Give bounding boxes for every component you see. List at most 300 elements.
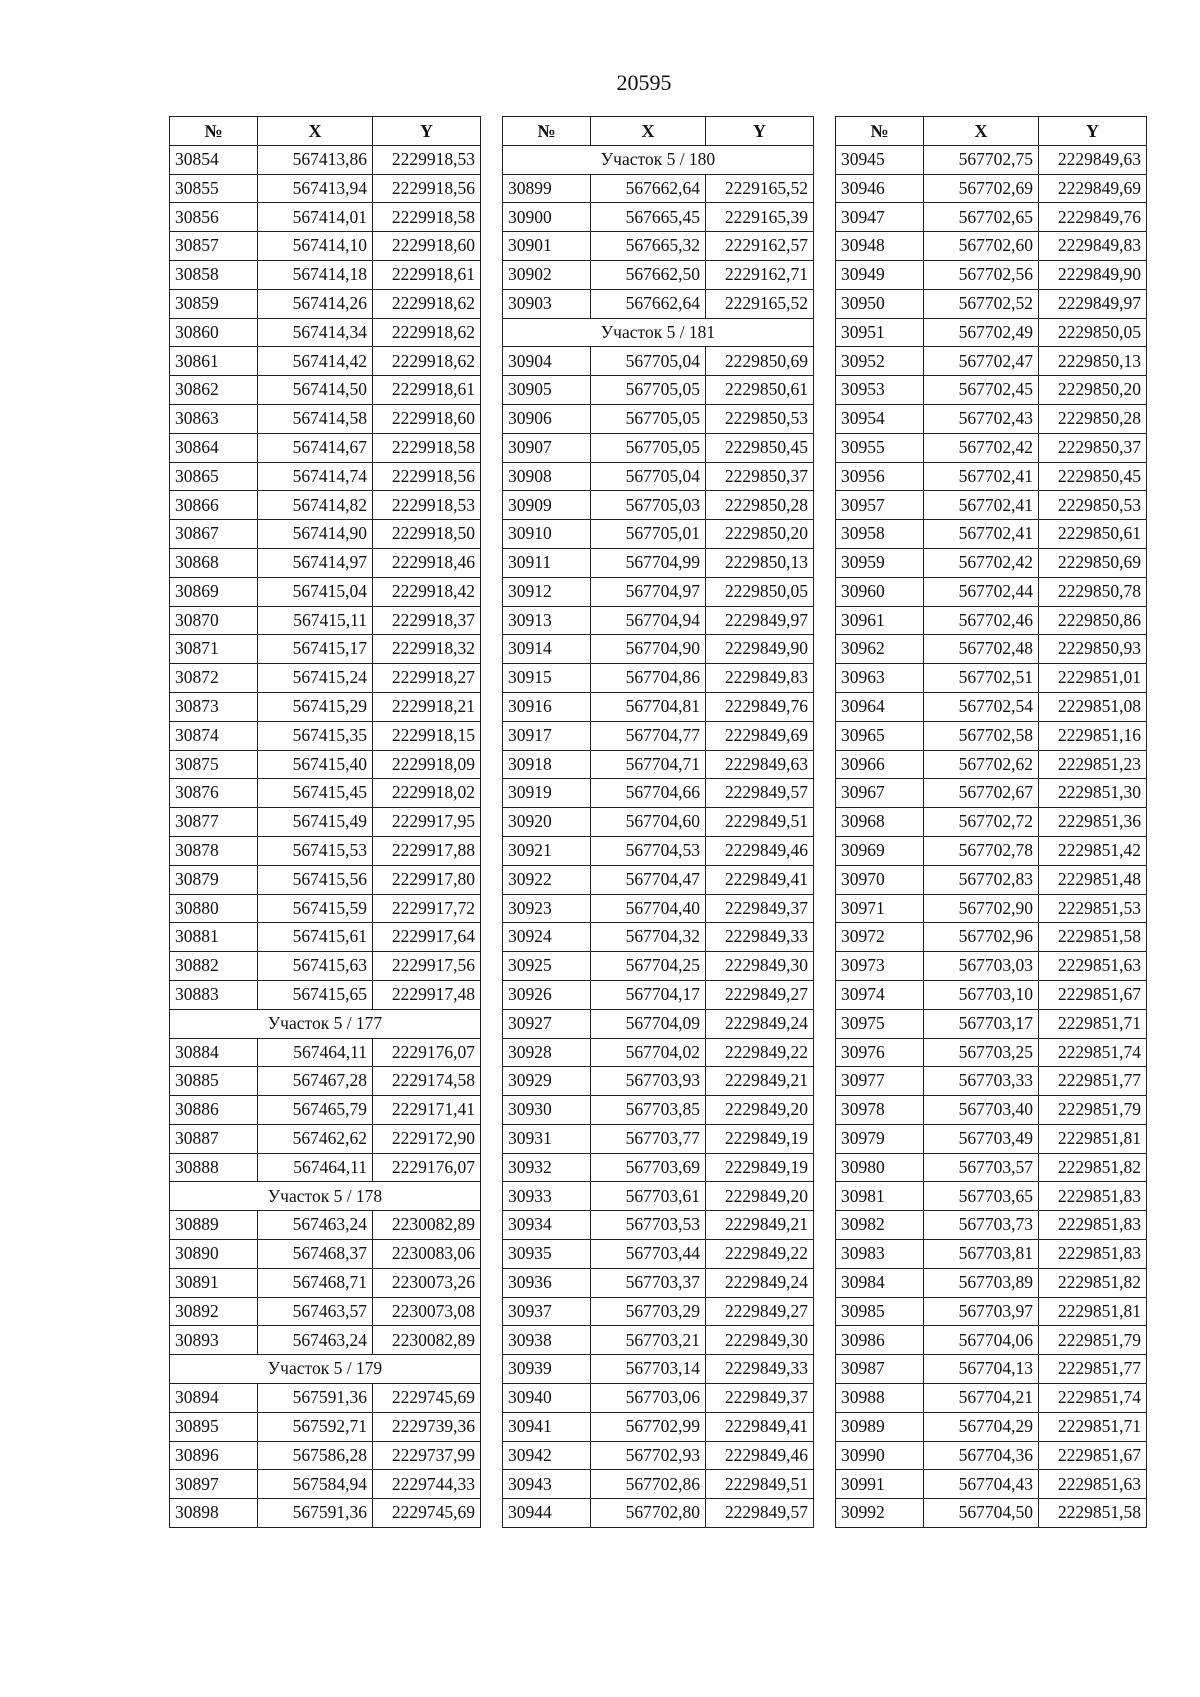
point-number: 30965 <box>836 721 924 750</box>
point-number: 30862 <box>170 376 258 405</box>
x-coordinate: 567703,06 <box>591 1384 706 1413</box>
y-coordinate: 2230073,26 <box>373 1268 481 1297</box>
table-row <box>836 635 1147 664</box>
point-number: 30980 <box>836 1153 924 1182</box>
table-row <box>836 145 1147 174</box>
point-number: 30970 <box>836 865 924 894</box>
point-number: 30944 <box>503 1499 591 1528</box>
point-number: 30981 <box>836 1182 924 1211</box>
y-coordinate: 2229165,52 <box>706 289 814 318</box>
table-row <box>170 404 481 433</box>
point-number: 30983 <box>836 1240 924 1269</box>
x-coordinate: 567703,10 <box>924 980 1039 1009</box>
x-coordinate: 567704,43 <box>924 1470 1039 1499</box>
y-coordinate: 2229918,37 <box>373 606 481 635</box>
y-coordinate: 2229850,28 <box>706 491 814 520</box>
x-coordinate: 567703,61 <box>591 1182 706 1211</box>
point-number: 30875 <box>170 750 258 779</box>
table-row <box>170 491 481 520</box>
table-row <box>170 174 481 203</box>
point-number: 30969 <box>836 836 924 865</box>
x-coordinate: 567468,37 <box>258 1240 373 1269</box>
point-number: 30948 <box>836 232 924 261</box>
x-coordinate: 567704,02 <box>591 1038 706 1067</box>
point-number: 30925 <box>503 952 591 981</box>
point-number: 30931 <box>503 1124 591 1153</box>
y-coordinate: 2229917,48 <box>373 980 481 1009</box>
x-coordinate: 567705,05 <box>591 404 706 433</box>
x-coordinate: 567414,58 <box>258 404 373 433</box>
table-row <box>503 1211 814 1240</box>
header-y: Y <box>1039 117 1147 146</box>
y-coordinate: 2229849,57 <box>706 1499 814 1528</box>
point-number: 30989 <box>836 1412 924 1441</box>
point-number: 30930 <box>503 1096 591 1125</box>
point-number: 30966 <box>836 750 924 779</box>
point-number: 30950 <box>836 289 924 318</box>
point-number: 30927 <box>503 1009 591 1038</box>
x-coordinate: 567704,60 <box>591 808 706 837</box>
table-row <box>170 750 481 779</box>
point-number: 30962 <box>836 635 924 664</box>
x-coordinate: 567704,09 <box>591 1009 706 1038</box>
x-coordinate: 567702,99 <box>591 1412 706 1441</box>
x-coordinate: 567704,36 <box>924 1441 1039 1470</box>
x-coordinate: 567415,59 <box>258 894 373 923</box>
table-row <box>836 1211 1147 1240</box>
point-number: 30886 <box>170 1096 258 1125</box>
x-coordinate: 567702,96 <box>924 923 1039 952</box>
y-coordinate: 2229849,37 <box>706 1384 814 1413</box>
table-row <box>170 520 481 549</box>
y-coordinate: 2230073,08 <box>373 1297 481 1326</box>
y-coordinate: 2229849,21 <box>706 1211 814 1240</box>
y-coordinate: 2229851,77 <box>1039 1067 1147 1096</box>
x-coordinate: 567705,05 <box>591 376 706 405</box>
table-row <box>503 491 814 520</box>
point-number: 30949 <box>836 260 924 289</box>
x-coordinate: 567704,13 <box>924 1355 1039 1384</box>
x-coordinate: 567702,49 <box>924 318 1039 347</box>
y-coordinate: 2229918,15 <box>373 721 481 750</box>
y-coordinate: 2229849,33 <box>706 923 814 952</box>
x-coordinate: 567415,65 <box>258 980 373 1009</box>
table-row <box>503 635 814 664</box>
y-coordinate: 2229851,58 <box>1039 1499 1147 1528</box>
x-coordinate: 567703,21 <box>591 1326 706 1355</box>
x-coordinate: 567704,17 <box>591 980 706 1009</box>
y-coordinate: 2229172,90 <box>373 1124 481 1153</box>
table-row <box>836 721 1147 750</box>
y-coordinate: 2229850,53 <box>1039 491 1147 520</box>
section-label: Участок 5 / 177 <box>170 1009 481 1038</box>
y-coordinate: 2229851,82 <box>1039 1153 1147 1182</box>
x-coordinate: 567704,71 <box>591 750 706 779</box>
table-row <box>170 1096 481 1125</box>
x-coordinate: 567702,45 <box>924 376 1039 405</box>
y-coordinate: 2229849,19 <box>706 1124 814 1153</box>
table-row <box>836 1153 1147 1182</box>
y-coordinate: 2229165,52 <box>706 174 814 203</box>
table-row <box>836 260 1147 289</box>
y-coordinate: 2229850,45 <box>706 433 814 462</box>
y-coordinate: 2229918,56 <box>373 174 481 203</box>
x-coordinate: 567463,24 <box>258 1326 373 1355</box>
point-number: 30976 <box>836 1038 924 1067</box>
point-number: 30891 <box>170 1268 258 1297</box>
table-row <box>503 808 814 837</box>
y-coordinate: 2229849,30 <box>706 1326 814 1355</box>
y-coordinate: 2229851,79 <box>1039 1326 1147 1355</box>
table-row <box>170 1326 481 1355</box>
y-coordinate: 2229745,69 <box>373 1499 481 1528</box>
y-coordinate: 2229850,45 <box>1039 462 1147 491</box>
point-number: 30876 <box>170 779 258 808</box>
y-coordinate: 2229849,41 <box>706 865 814 894</box>
x-coordinate: 567702,56 <box>924 260 1039 289</box>
y-coordinate: 2229850,20 <box>1039 376 1147 405</box>
coordinate-table-3 <box>835 116 1147 1528</box>
point-number: 30971 <box>836 894 924 923</box>
point-number: 30991 <box>836 1470 924 1499</box>
point-number: 30923 <box>503 894 591 923</box>
point-number: 30885 <box>170 1067 258 1096</box>
y-coordinate: 2229851,79 <box>1039 1096 1147 1125</box>
header-row <box>836 117 1147 146</box>
table-row <box>170 260 481 289</box>
y-coordinate: 2229849,63 <box>706 750 814 779</box>
table-row <box>503 923 814 952</box>
table-row <box>503 865 814 894</box>
y-coordinate: 2229849,19 <box>706 1153 814 1182</box>
x-coordinate: 567702,83 <box>924 865 1039 894</box>
point-number: 30903 <box>503 289 591 318</box>
table-row <box>836 1470 1147 1499</box>
x-coordinate: 567704,25 <box>591 952 706 981</box>
x-coordinate: 567463,24 <box>258 1211 373 1240</box>
header-y: Y <box>706 117 814 146</box>
y-coordinate: 2229918,53 <box>373 145 481 174</box>
section-label: Участок 5 / 181 <box>503 318 814 347</box>
table-row <box>836 232 1147 261</box>
point-number: 30882 <box>170 952 258 981</box>
table-row <box>170 1067 481 1096</box>
x-coordinate: 567704,21 <box>924 1384 1039 1413</box>
x-coordinate: 567662,64 <box>591 174 706 203</box>
point-number: 30872 <box>170 664 258 693</box>
table-row <box>170 203 481 232</box>
point-number: 30979 <box>836 1124 924 1153</box>
point-number: 30899 <box>503 174 591 203</box>
point-number: 30938 <box>503 1326 591 1355</box>
y-coordinate: 2229918,61 <box>373 260 481 289</box>
y-coordinate: 2229850,28 <box>1039 404 1147 433</box>
table-row <box>836 1038 1147 1067</box>
x-coordinate: 567703,65 <box>924 1182 1039 1211</box>
point-number: 30881 <box>170 923 258 952</box>
y-coordinate: 2229918,58 <box>373 203 481 232</box>
point-number: 30865 <box>170 462 258 491</box>
x-coordinate: 567591,36 <box>258 1499 373 1528</box>
x-coordinate: 567414,97 <box>258 548 373 577</box>
y-coordinate: 2229850,05 <box>1039 318 1147 347</box>
table-row <box>170 721 481 750</box>
x-coordinate: 567702,54 <box>924 692 1039 721</box>
x-coordinate: 567702,93 <box>591 1441 706 1470</box>
table-row <box>503 1384 814 1413</box>
header-num: № <box>503 117 591 146</box>
y-coordinate: 2229849,57 <box>706 779 814 808</box>
point-number: 30972 <box>836 923 924 952</box>
x-coordinate: 567413,94 <box>258 174 373 203</box>
point-number: 30869 <box>170 577 258 606</box>
table-row <box>170 1499 481 1528</box>
x-coordinate: 567415,29 <box>258 692 373 721</box>
table-row <box>836 1326 1147 1355</box>
y-coordinate: 2229174,58 <box>373 1067 481 1096</box>
table-row <box>170 1211 481 1240</box>
table-row <box>503 1067 814 1096</box>
table-row <box>503 750 814 779</box>
x-coordinate: 567592,71 <box>258 1412 373 1441</box>
y-coordinate: 2229850,53 <box>706 404 814 433</box>
x-coordinate: 567704,94 <box>591 606 706 635</box>
x-coordinate: 567414,26 <box>258 289 373 318</box>
point-number: 30914 <box>503 635 591 664</box>
x-coordinate: 567414,42 <box>258 347 373 376</box>
y-coordinate: 2229851,63 <box>1039 952 1147 981</box>
point-number: 30890 <box>170 1240 258 1269</box>
point-number: 30913 <box>503 606 591 635</box>
x-coordinate: 567415,56 <box>258 865 373 894</box>
x-coordinate: 567464,11 <box>258 1038 373 1067</box>
table-row <box>170 145 481 174</box>
point-number: 30964 <box>836 692 924 721</box>
y-coordinate: 2229849,51 <box>706 1470 814 1499</box>
header-x: X <box>258 117 373 146</box>
x-coordinate: 567702,41 <box>924 462 1039 491</box>
x-coordinate: 567705,04 <box>591 347 706 376</box>
point-number: 30916 <box>503 692 591 721</box>
y-coordinate: 2229918,60 <box>373 404 481 433</box>
x-coordinate: 567704,77 <box>591 721 706 750</box>
y-coordinate: 2229849,76 <box>1039 203 1147 232</box>
point-number: 30893 <box>170 1326 258 1355</box>
point-number: 30929 <box>503 1067 591 1096</box>
point-number: 30921 <box>503 836 591 865</box>
point-number: 30933 <box>503 1182 591 1211</box>
y-coordinate: 2229851,58 <box>1039 923 1147 952</box>
point-number: 30959 <box>836 548 924 577</box>
table-row <box>836 1009 1147 1038</box>
y-coordinate: 2229850,61 <box>1039 520 1147 549</box>
y-coordinate: 2229851,82 <box>1039 1268 1147 1297</box>
table-row <box>170 836 481 865</box>
point-number: 30898 <box>170 1499 258 1528</box>
point-number: 30901 <box>503 232 591 261</box>
y-coordinate: 2229162,57 <box>706 232 814 261</box>
point-number: 30871 <box>170 635 258 664</box>
y-coordinate: 2229849,69 <box>1039 174 1147 203</box>
point-number: 30986 <box>836 1326 924 1355</box>
point-number: 30879 <box>170 865 258 894</box>
point-number: 30936 <box>503 1268 591 1297</box>
y-coordinate: 2229918,58 <box>373 433 481 462</box>
y-coordinate: 2229849,27 <box>706 980 814 1009</box>
x-coordinate: 567702,69 <box>924 174 1039 203</box>
table-row <box>503 462 814 491</box>
x-coordinate: 567704,86 <box>591 664 706 693</box>
table-row <box>836 433 1147 462</box>
table-row <box>836 376 1147 405</box>
x-coordinate: 567703,57 <box>924 1153 1039 1182</box>
point-number: 30940 <box>503 1384 591 1413</box>
table-row <box>170 1268 481 1297</box>
x-coordinate: 567704,50 <box>924 1499 1039 1528</box>
y-coordinate: 2229918,21 <box>373 692 481 721</box>
y-coordinate: 2229849,90 <box>1039 260 1147 289</box>
y-coordinate: 2229849,63 <box>1039 145 1147 174</box>
point-number: 30889 <box>170 1211 258 1240</box>
table-row <box>170 232 481 261</box>
table-row <box>836 1268 1147 1297</box>
point-number: 30967 <box>836 779 924 808</box>
x-coordinate: 567591,36 <box>258 1384 373 1413</box>
x-coordinate: 567704,32 <box>591 923 706 952</box>
point-number: 30984 <box>836 1268 924 1297</box>
x-coordinate: 567703,85 <box>591 1096 706 1125</box>
table-row <box>503 1297 814 1326</box>
section-label: Участок 5 / 179 <box>170 1355 481 1384</box>
x-coordinate: 567665,45 <box>591 203 706 232</box>
point-number: 30974 <box>836 980 924 1009</box>
x-coordinate: 567704,99 <box>591 548 706 577</box>
table-row <box>170 1038 481 1067</box>
point-number: 30946 <box>836 174 924 203</box>
header-row <box>170 117 481 146</box>
point-number: 30920 <box>503 808 591 837</box>
x-coordinate: 567702,90 <box>924 894 1039 923</box>
y-coordinate: 2229850,37 <box>1039 433 1147 462</box>
y-coordinate: 2229918,46 <box>373 548 481 577</box>
x-coordinate: 567414,34 <box>258 318 373 347</box>
x-coordinate: 567702,41 <box>924 491 1039 520</box>
point-number: 30987 <box>836 1355 924 1384</box>
point-number: 30905 <box>503 376 591 405</box>
y-coordinate: 2229918,50 <box>373 520 481 549</box>
table-row <box>170 289 481 318</box>
point-number: 30955 <box>836 433 924 462</box>
point-number: 30977 <box>836 1067 924 1096</box>
x-coordinate: 567414,82 <box>258 491 373 520</box>
x-coordinate: 567662,50 <box>591 260 706 289</box>
x-coordinate: 567414,01 <box>258 203 373 232</box>
y-coordinate: 2229851,36 <box>1039 808 1147 837</box>
header-num: № <box>170 117 258 146</box>
x-coordinate: 567703,14 <box>591 1355 706 1384</box>
table-row <box>170 347 481 376</box>
table-row <box>836 520 1147 549</box>
y-coordinate: 2229851,81 <box>1039 1124 1147 1153</box>
x-coordinate: 567704,29 <box>924 1412 1039 1441</box>
y-coordinate: 2229850,86 <box>1039 606 1147 635</box>
table-row <box>836 1355 1147 1384</box>
table-row <box>836 894 1147 923</box>
y-coordinate: 2229851,16 <box>1039 721 1147 750</box>
table-row <box>170 548 481 577</box>
y-coordinate: 2229176,07 <box>373 1153 481 1182</box>
y-coordinate: 2229849,90 <box>706 635 814 664</box>
table-row <box>836 174 1147 203</box>
table-row <box>503 404 814 433</box>
table-row <box>836 1240 1147 1269</box>
point-number: 30985 <box>836 1297 924 1326</box>
y-coordinate: 2229171,41 <box>373 1096 481 1125</box>
y-coordinate: 2229744,33 <box>373 1470 481 1499</box>
table-row <box>836 203 1147 232</box>
table-row <box>503 260 814 289</box>
table-row <box>503 347 814 376</box>
y-coordinate: 2229850,93 <box>1039 635 1147 664</box>
table-row <box>503 894 814 923</box>
x-coordinate: 567702,58 <box>924 721 1039 750</box>
table-row <box>503 692 814 721</box>
y-coordinate: 2229918,56 <box>373 462 481 491</box>
y-coordinate: 2229849,97 <box>1039 289 1147 318</box>
x-coordinate: 567414,67 <box>258 433 373 462</box>
point-number: 30888 <box>170 1153 258 1182</box>
y-coordinate: 2229918,32 <box>373 635 481 664</box>
table-row <box>836 548 1147 577</box>
table-row <box>503 577 814 606</box>
x-coordinate: 567414,50 <box>258 376 373 405</box>
y-coordinate: 2229918,53 <box>373 491 481 520</box>
y-coordinate: 2229849,24 <box>706 1009 814 1038</box>
point-number: 30900 <box>503 203 591 232</box>
table-row <box>836 692 1147 721</box>
table-row <box>170 606 481 635</box>
point-number: 30892 <box>170 1297 258 1326</box>
point-number: 30990 <box>836 1441 924 1470</box>
point-number: 30960 <box>836 577 924 606</box>
point-number: 30877 <box>170 808 258 837</box>
y-coordinate: 2229851,74 <box>1039 1038 1147 1067</box>
y-coordinate: 2229850,05 <box>706 577 814 606</box>
point-number: 30975 <box>836 1009 924 1038</box>
point-number: 30906 <box>503 404 591 433</box>
x-coordinate: 567465,79 <box>258 1096 373 1125</box>
x-coordinate: 567662,64 <box>591 289 706 318</box>
table-row <box>170 664 481 693</box>
point-number: 30896 <box>170 1441 258 1470</box>
x-coordinate: 567464,11 <box>258 1153 373 1182</box>
point-number: 30922 <box>503 865 591 894</box>
point-number: 30973 <box>836 952 924 981</box>
y-coordinate: 2229849,22 <box>706 1240 814 1269</box>
table-row <box>503 664 814 693</box>
y-coordinate: 2229851,83 <box>1039 1211 1147 1240</box>
y-coordinate: 2229917,64 <box>373 923 481 952</box>
table-row <box>503 836 814 865</box>
table-row <box>836 491 1147 520</box>
point-number: 30859 <box>170 289 258 318</box>
point-number: 30961 <box>836 606 924 635</box>
point-number: 30952 <box>836 347 924 376</box>
point-number: 30870 <box>170 606 258 635</box>
point-number: 30895 <box>170 1412 258 1441</box>
y-coordinate: 2229851,67 <box>1039 980 1147 1009</box>
table-row <box>170 577 481 606</box>
